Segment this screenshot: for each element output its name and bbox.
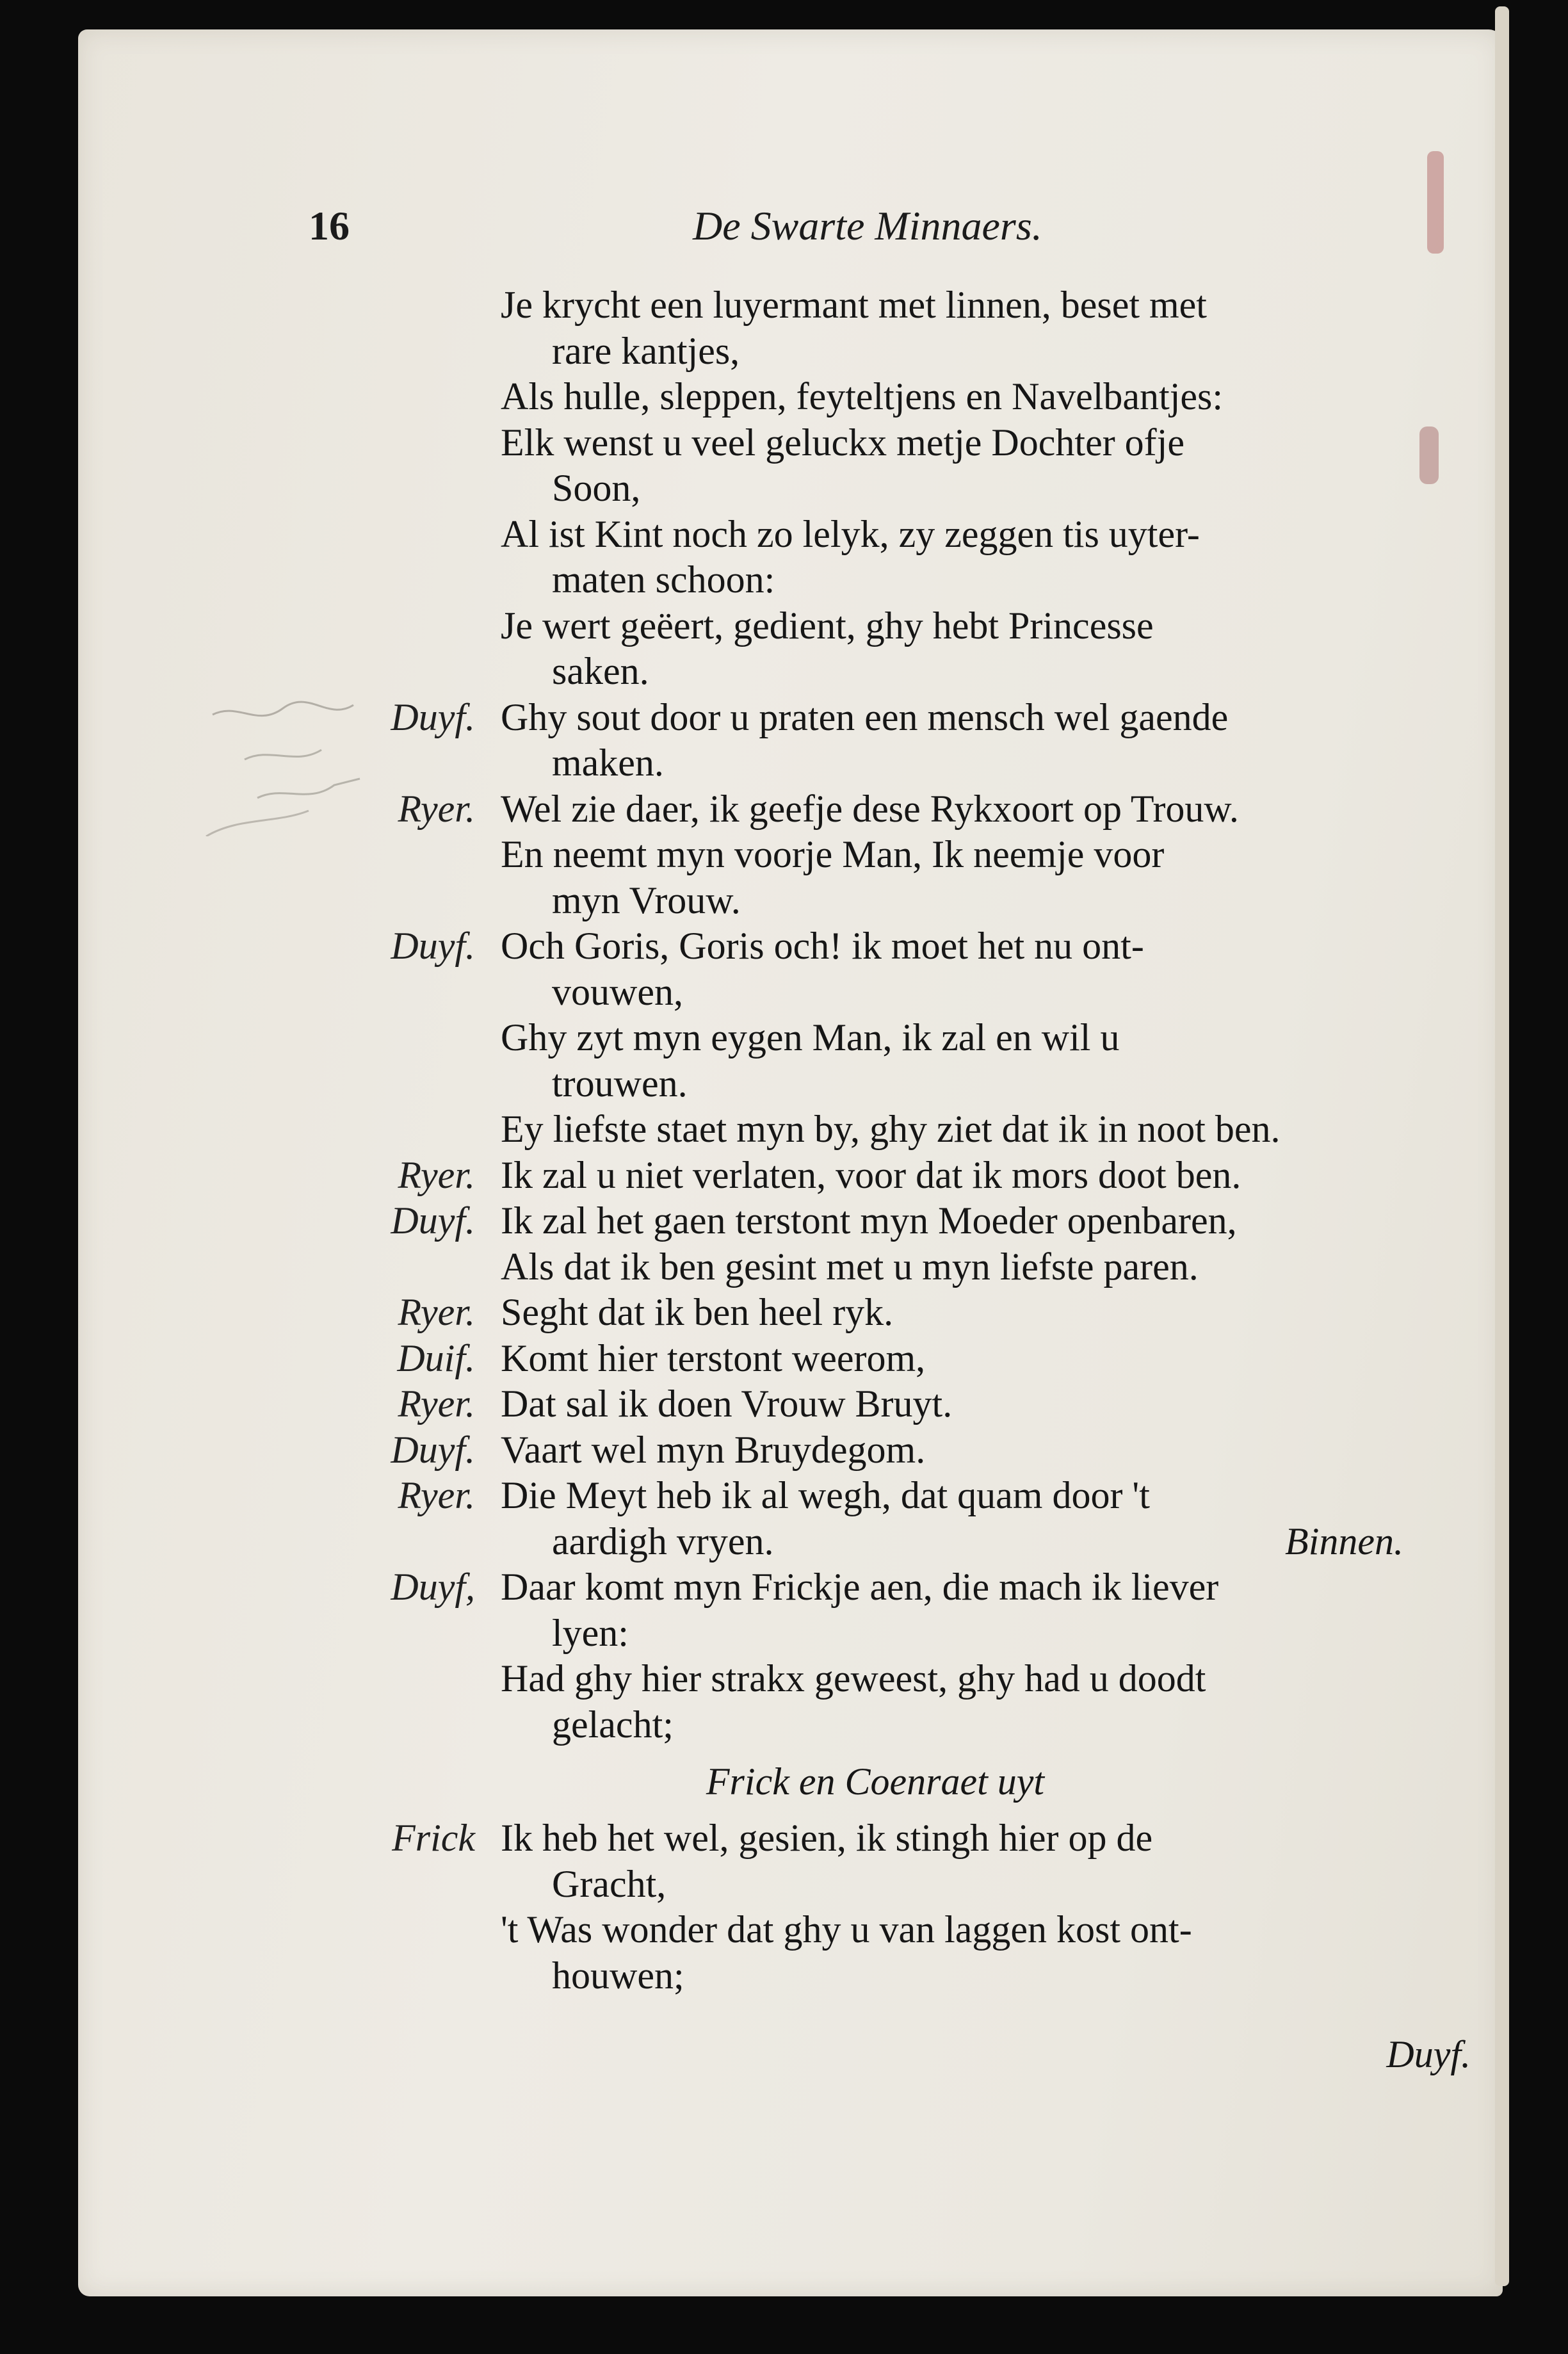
- verse-line: [347, 970, 1403, 1016]
- verse-text: En neemt myn voorje Man, Ik neemje voor: [501, 833, 1165, 875]
- running-title: De Swarte Minnaers.: [693, 203, 1042, 248]
- verse-text: houwen;: [552, 1954, 684, 1997]
- speaker-name: Ryer.: [398, 1383, 475, 1425]
- verse-text: Ik zal u niet verlaten, voor dat ik mors doot ben.: [501, 1153, 1241, 1196]
- page-edge: [1495, 6, 1509, 2286]
- verse-line: [347, 603, 1403, 649]
- verse-line: [347, 1381, 1403, 1427]
- speaker-name: Duyf,: [391, 1566, 475, 1608]
- verse-text: Ey liefste staet myn by, ghy ziet dat ik in noot ben.: [501, 1108, 1281, 1150]
- verse-line: [347, 1336, 1403, 1382]
- verse-text: Och Goris, Goris och! ik moet het nu ont-: [501, 925, 1144, 967]
- speaker-name: Duyf.: [391, 1199, 475, 1242]
- verse-line: [347, 1862, 1403, 1908]
- verse-text: Vaart wel myn Bruydegom.: [501, 1428, 926, 1471]
- verse-line: [347, 512, 1403, 558]
- verse-text: Die Meyt heb ik al wegh, dat quam door 't: [501, 1474, 1150, 1516]
- verse-text: gelacht;: [552, 1703, 674, 1746]
- verse-line: [347, 1702, 1403, 1748]
- verse-line: [347, 1107, 1403, 1153]
- verse-text: saken.: [552, 650, 649, 692]
- verse-text: aardigh vryen.: [552, 1520, 774, 1563]
- speaker-name: Duyf.: [391, 1428, 475, 1471]
- verse-line: [347, 786, 1403, 832]
- verse-line: [347, 740, 1403, 786]
- verse-line: [347, 282, 1403, 329]
- stage-direction: Frick en Coenraet uyt: [706, 1760, 1045, 1803]
- speaker-name: Ryer.: [398, 1474, 475, 1516]
- verse-text: Ik zal het gaen terstont myn Moeder openbaren,: [501, 1199, 1237, 1242]
- verse-line: [347, 832, 1403, 878]
- verse-text: Elk wenst u veel geluckx metje Dochter ofje: [501, 421, 1184, 464]
- verse-text: Je krycht een luyermant met linnen, beset met: [501, 284, 1207, 326]
- page-header: [78, 202, 1503, 260]
- book-page: [78, 29, 1503, 2296]
- verse-text: vouwen,: [552, 970, 683, 1013]
- verse-line: [347, 466, 1403, 512]
- stage-direction-row: [347, 1748, 1403, 1815]
- catchword: Duyf.: [1386, 2033, 1471, 2075]
- verse-line: [347, 557, 1403, 603]
- verse-line: [347, 1015, 1403, 1061]
- verse-text: Daar komt myn Frickje aen, die mach ik liever: [501, 1566, 1219, 1608]
- verse-text: Ik heb het wel, gesien, ik stingh hier op de: [501, 1817, 1153, 1859]
- verse-line: [347, 649, 1403, 695]
- speaker-name: Ryer.: [398, 1291, 475, 1333]
- verse-text: maten schoon:: [552, 558, 775, 601]
- verse-text: Had ghy hier strakx geweest, ghy had u doodt: [501, 1657, 1206, 1700]
- stage-exit: Binnen.: [1285, 1520, 1403, 1563]
- verse-text: rare kantjes,: [552, 329, 740, 372]
- speaker-name: Duyf.: [391, 925, 475, 967]
- verse-line: [347, 1564, 1403, 1611]
- verse-line: [347, 1656, 1403, 1702]
- verse-line: [347, 1061, 1403, 1107]
- verse-text: lyen:: [552, 1611, 629, 1654]
- verse-line: [347, 1815, 1403, 1862]
- page-number: 16: [309, 203, 350, 248]
- verse-line: [347, 329, 1403, 375]
- verse-line: [347, 1907, 1403, 1953]
- verse-line: [347, 1473, 1403, 1519]
- play-text: [347, 282, 1403, 1999]
- verse-text: Komt hier terstont weerom,: [501, 1336, 926, 1379]
- verse-line: [347, 1611, 1403, 1657]
- speaker-name: Ryer.: [398, 1153, 475, 1196]
- verse-line: [347, 878, 1403, 924]
- verse-line: [347, 374, 1403, 420]
- verse-text: maken.: [552, 742, 664, 784]
- verse-line: [347, 695, 1403, 741]
- page-stain: [1419, 426, 1439, 484]
- verse-line: [347, 1244, 1403, 1290]
- verse-text: Dat sal ik doen Vrouw Bruyt.: [501, 1383, 953, 1425]
- verse-text: Je wert geëert, gedient, ghy hebt Princesse: [501, 604, 1154, 647]
- verse-text: Als dat ik ben gesint met u myn liefste paren.: [501, 1245, 1199, 1288]
- verse-text: Wel zie daer, ik geefje dese Rykxoort op Trouw.: [501, 787, 1239, 830]
- verse-line: [347, 1427, 1403, 1473]
- verse-text: Soon,: [552, 467, 641, 509]
- speaker-name: Duif.: [397, 1336, 475, 1379]
- verse-line: [347, 923, 1403, 970]
- verse-line: [347, 1198, 1403, 1244]
- verse-text: Als hulle, sleppen, feyteltjens en Navelbantjes:: [501, 375, 1224, 418]
- verse-text: Ghy sout door u praten een mensch wel gaende: [501, 695, 1229, 738]
- verse-text: Gracht,: [552, 1862, 667, 1905]
- speaker-name: Duyf.: [391, 695, 475, 738]
- verse-text: 't Was wonder dat ghy u van laggen kost ont-: [501, 1908, 1192, 1951]
- speaker-name: Frick: [392, 1817, 475, 1859]
- verse-text: Al ist Kint noch zo lelyk, zy zeggen tis uyter-: [501, 512, 1200, 555]
- verse-line: [347, 1953, 1403, 1999]
- verse-line: [347, 1519, 1403, 1565]
- verse-text: myn Vrouw.: [552, 879, 741, 921]
- verse-line: [347, 420, 1403, 466]
- verse-text: Ghy zyt myn eygen Man, ik zal en wil u: [501, 1016, 1120, 1059]
- speaker-name: Ryer.: [398, 787, 475, 830]
- verse-text: trouwen.: [552, 1062, 688, 1105]
- verse-text: Seght dat ik ben heel ryk.: [501, 1291, 894, 1333]
- verse-line: [347, 1153, 1403, 1199]
- verse-line: [347, 1290, 1403, 1336]
